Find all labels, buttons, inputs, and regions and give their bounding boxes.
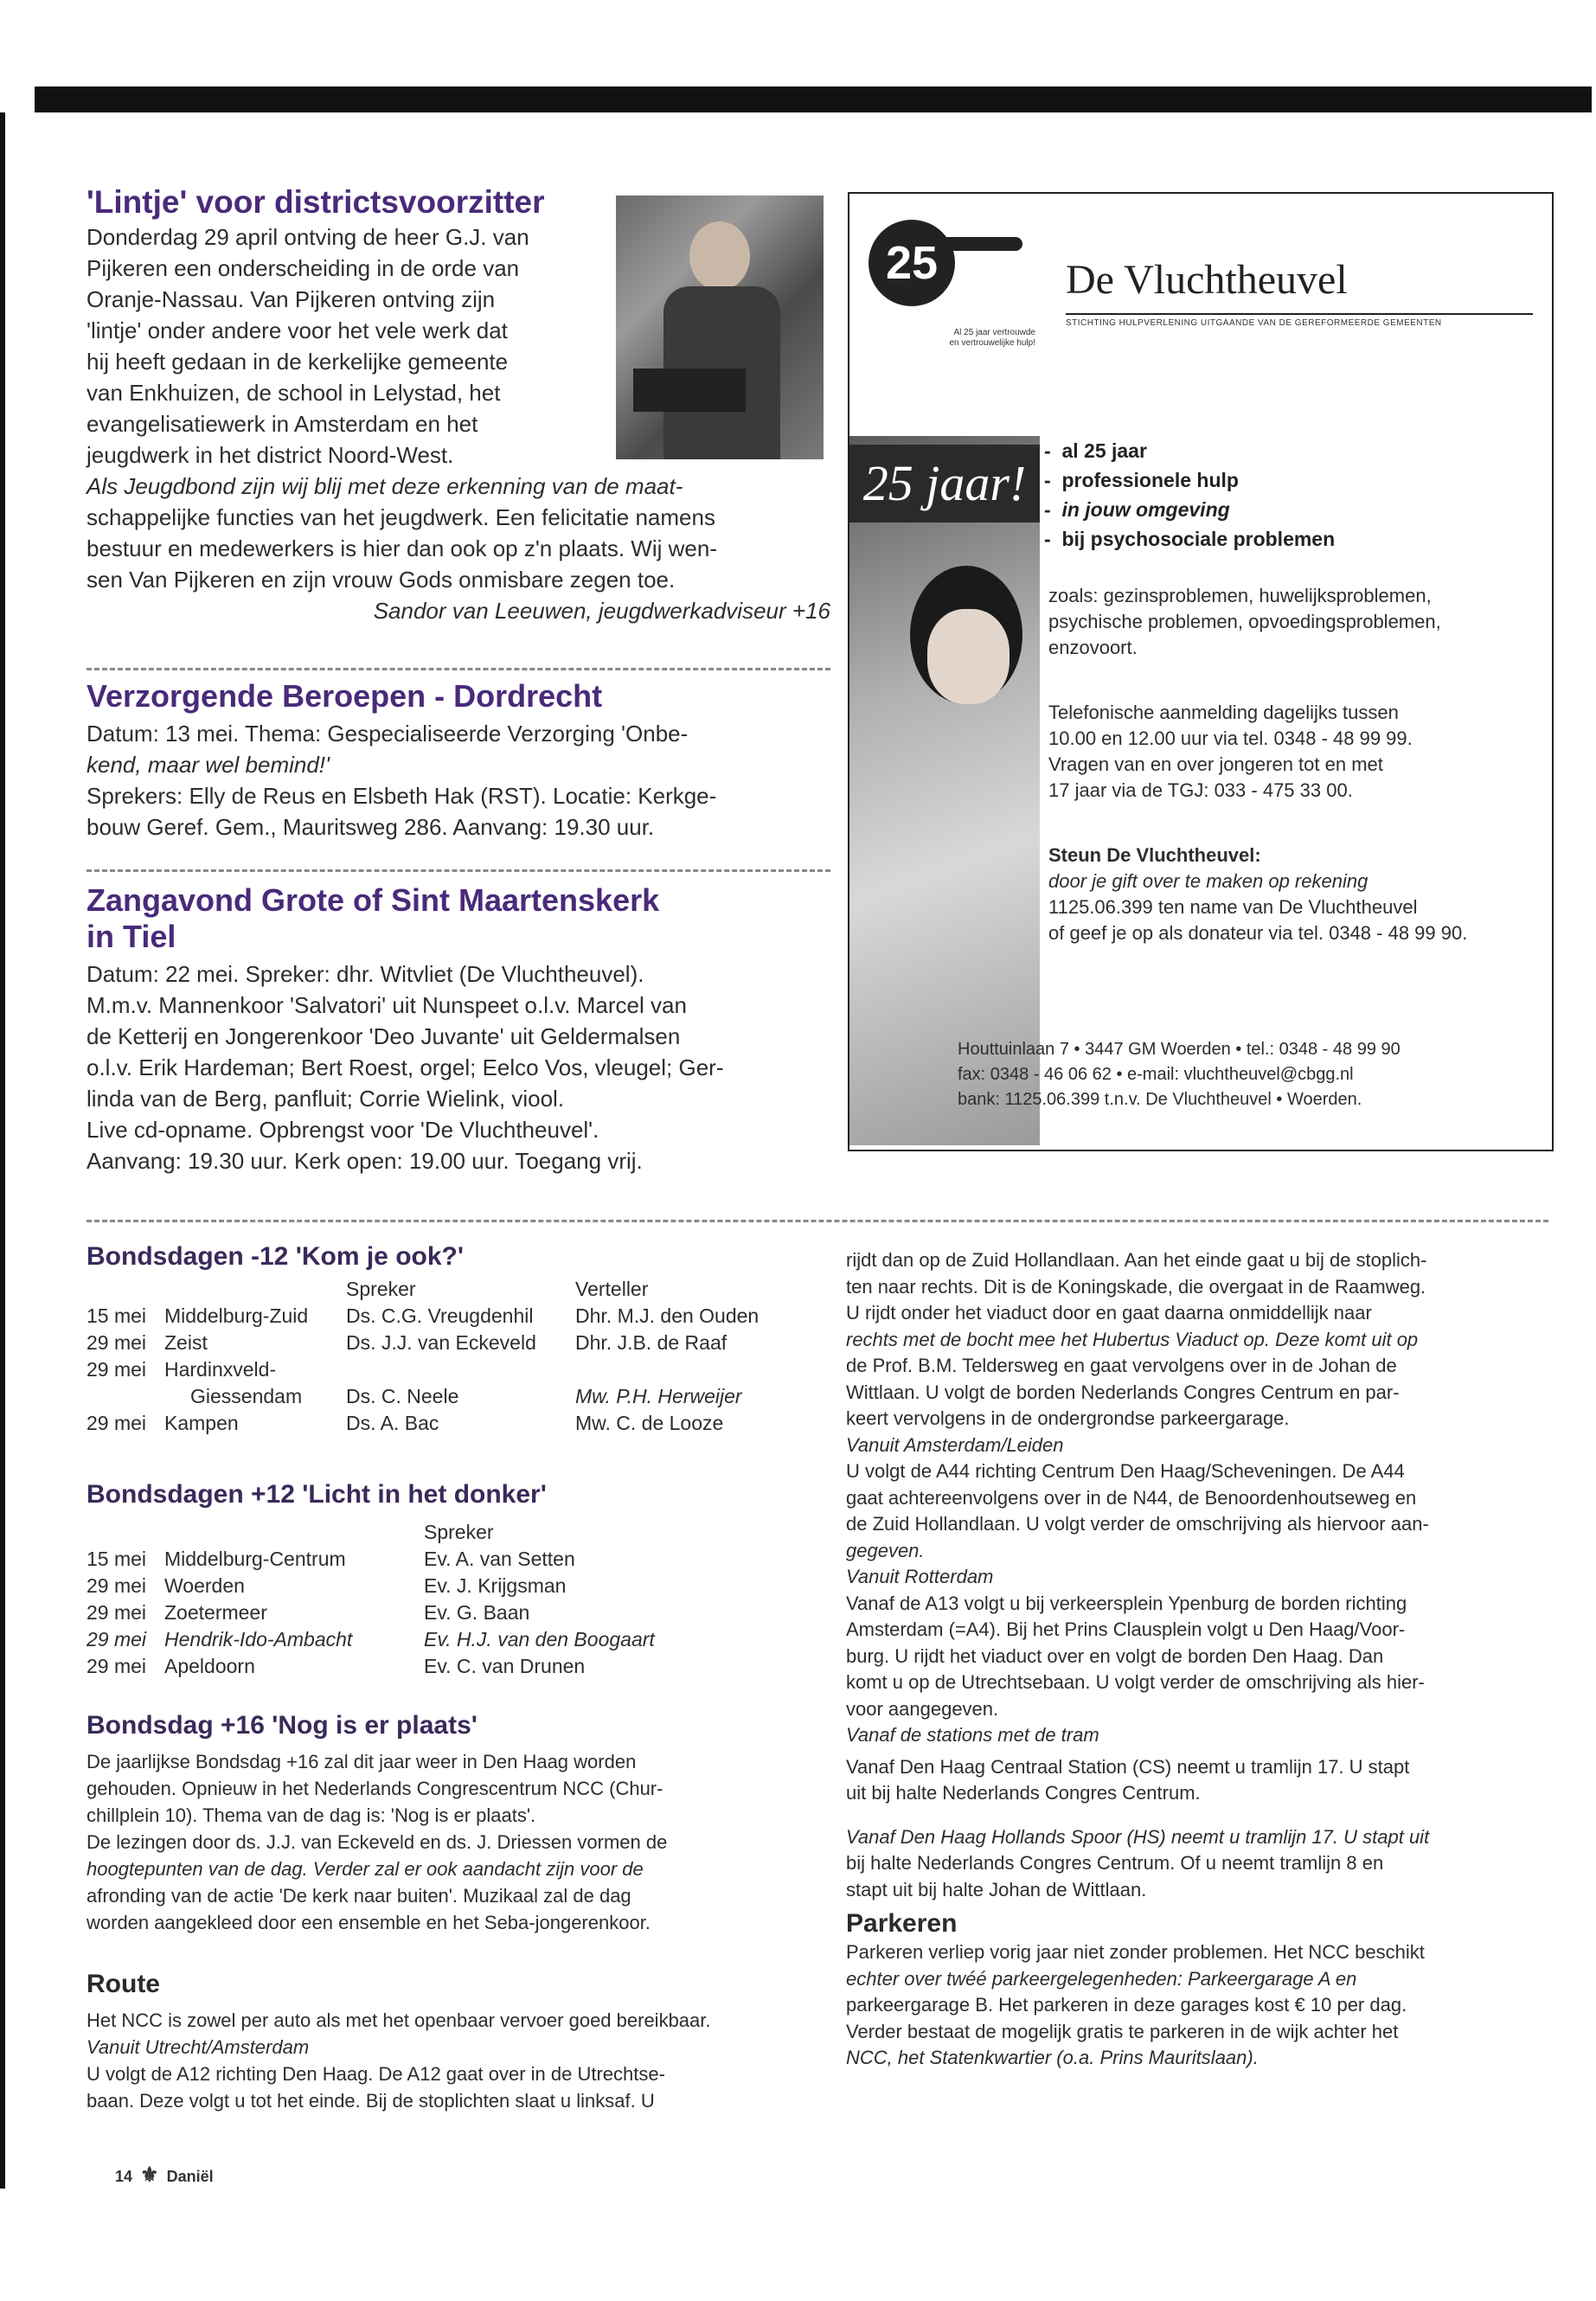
text-line: Vanaf Den Haag Hollands Spoor (HS) neemt u tramlijn 17. U stapt uit	[846, 1825, 1430, 1848]
ad-zoals	[1048, 583, 1542, 661]
text-line: chillplein 10). Thema van de dag is: 'Nog is er plaats'.	[87, 1804, 536, 1826]
ad-bullets	[1044, 436, 1546, 554]
text-line: de Ketterij en Jongerenkoor 'Deo Juvante' uit Geldermalsen	[87, 1023, 681, 1049]
text-line: Donderdag 29 april ontving de heer G.J. van	[87, 224, 529, 250]
text-line: afronding van de actie 'De kerk naar buiten'. Muzikaal zal de dag	[87, 1885, 631, 1907]
text-line: fax: 0348 - 46 06 62 • e-mail: vluchtheuvel@cbgg.nl	[958, 1065, 1354, 1084]
table-row	[87, 1653, 663, 1680]
table-row	[87, 1626, 663, 1653]
parkeren-title: Parkeren	[846, 1909, 958, 1938]
text-line: De jaarlijkse Bondsdag +16 zal dit jaar weer in Den Haag worden	[87, 1751, 637, 1772]
text-line: Parkeren verliep vorig jaar niet zonder problemen. Het NCC beschikt	[846, 1941, 1425, 1963]
text-line: burg. U rijdt het viaduct over en volgt de borden Den Haag. Dan	[846, 1644, 1384, 1667]
text-line: Datum: 13 mei. Thema: Gespecialiseerde Verzorging 'Onbe-	[87, 721, 689, 747]
text-line: baan. Deze volgt u tot het einde. Bij de stoplichten slaat u linksaf. U	[87, 2090, 655, 2112]
text-line: linda van de Berg, panfluit; Corrie Wielink, viool.	[87, 1086, 565, 1112]
text-line: rijdt dan op de Zuid Hollandlaan. Aan het einde gaat u bij de stoplich-	[846, 1249, 1427, 1271]
text-line: hij heeft gedaan in de kerkelijke gemeente	[87, 349, 509, 375]
text-line: hoogtepunten van de dag. Verder zal er ook aandacht zijn voor de	[87, 1858, 644, 1880]
table-row	[87, 1383, 767, 1410]
table-row	[87, 1546, 663, 1573]
text-line: Pijkeren een onderscheiding in de orde van	[87, 255, 520, 281]
text-line: Oranje-Nassau. Van Pijkeren ontving zijn	[87, 286, 496, 312]
text-line: rechts met de bocht mee het Hubertus Viaduct op. Deze komt uit op	[846, 1328, 1419, 1350]
table-cell: Middelburg-Zuid	[164, 1304, 309, 1327]
text-line: evangelisatiewerk in Amsterdam en het	[87, 411, 478, 437]
page-footer	[115, 2163, 214, 2188]
table-cell: Kampen	[164, 1412, 239, 1434]
text-line: U rijdt onder het viaduct door en gaat daarna onmiddellijk naar	[846, 1302, 1372, 1324]
bondsdagen-plus12-title: Bondsdagen +12 'Licht in het donker'	[87, 1480, 547, 1509]
text-line: ten naar rechts. Dit is de Koningskade, die overgaat in de Raamweg.	[846, 1275, 1426, 1298]
ad-photo-face	[927, 609, 1010, 704]
article-lintje-body	[87, 221, 606, 471]
table-cell: Hendrik-Ido-Ambacht	[164, 1628, 353, 1650]
text-line: De lezingen door ds. J.J. van Eckeveld en ds. J. Driessen vormen de	[87, 1831, 668, 1853]
text-line: enzovoort.	[1048, 637, 1138, 658]
text-line: bij halte Nederlands Congres Centrum. Of u neemt tramlijn 8 en	[846, 1852, 1384, 1874]
table-cell: 15 mei	[87, 1548, 147, 1570]
route-subheading: Vanuit Rotterdam	[846, 1566, 994, 1587]
bondsdag-plus16	[87, 1710, 830, 1936]
article-zangavond-title-2: in Tiel	[87, 919, 176, 954]
text-line: Als Jeugdbond zijn wij blij met deze erkenning van de maat-	[87, 473, 683, 499]
table-row	[87, 1330, 767, 1356]
ad-photo-overlay: 25 jaar!	[849, 445, 1040, 522]
bondsdag-plus16-title: Bondsdag +16 'Nog is er plaats'	[87, 1711, 478, 1740]
text-line: bouw Geref. Gem., Mauritsweg 286. Aanvang: 19.30 uur.	[87, 814, 655, 840]
text-line: Wittlaan. U volgt de borden Nederlands Congres Centrum en par-	[846, 1381, 1400, 1403]
text-line: Houttuinlaan 7 • 3447 GM Woerden • tel.: 0348 - 48 99 90	[958, 1040, 1401, 1059]
article-verzorgende-title: Verzorgende Beroepen - Dordrecht	[87, 678, 603, 714]
vluchtheuvel-ad	[848, 192, 1554, 1151]
text-line: zoals: gezinsproblemen, huwelijksproblemen,	[1048, 585, 1432, 606]
text-line: jeugdwerk in het district Noord-West.	[87, 442, 454, 468]
text-line: U volgt de A12 richting Den Haag. De A12 gaat over in de Utrechtse-	[87, 2063, 665, 2085]
photo-van-pijkeren	[616, 195, 824, 459]
text-line: Al 25 jaar vertrouwde	[953, 328, 1035, 337]
ad-bullet-text: al 25 jaar	[1061, 439, 1147, 462]
table-cell: Ev. H.J. van den Boogaart	[424, 1628, 655, 1650]
table-cell	[575, 1356, 767, 1383]
text-line: worden aangekleed door een ensemble en het Seba-jongerenkoor.	[87, 1912, 651, 1933]
table-cell: Mw. C. de Looze	[575, 1412, 724, 1434]
ad-bullet-text: in jouw omgeving	[1061, 498, 1230, 521]
table-cell: 29 mei	[87, 1358, 147, 1381]
ad-bullet: - in jouw omgeving	[1044, 498, 1230, 521]
text-line: U volgt de A44 richting Centrum Den Haag/Scheveningen. De A44	[846, 1460, 1405, 1482]
section-divider	[87, 1220, 1548, 1222]
text-line: en vertrouwelijke hulp!	[949, 338, 1035, 348]
ad-brand: De Vluchtheuvel	[1066, 257, 1348, 303]
ad-badge-swoosh	[945, 237, 1022, 251]
text-line: Aanvang: 19.30 uur. Kerk open: 19.00 uur. Toegang vrij.	[87, 1148, 643, 1174]
ad-bullet: - al 25 jaar	[1044, 439, 1147, 462]
table-cell: 29 mei	[87, 1331, 147, 1354]
photo-person-head	[689, 221, 750, 291]
text-line: Live cd-opname. Opbrengst voor 'De Vluchtheuvel'.	[87, 1117, 599, 1143]
text-line: of geef je op als donateur via tel. 0348 - 48 99 90.	[1048, 922, 1468, 944]
table-header	[87, 1519, 663, 1546]
table-cell: Ev. A. van Setten	[424, 1548, 575, 1570]
page-number: 14	[115, 2168, 133, 2185]
text-line: Telefonische aanmelding dagelijks tussen	[1048, 702, 1399, 723]
route-continued	[846, 1247, 1551, 2072]
bondsdagen-min12-table	[87, 1276, 767, 1437]
text-line: psychische problemen, opvoedingsproblemen,	[1048, 611, 1441, 632]
table-cell	[164, 1276, 346, 1303]
table-cell	[87, 1383, 164, 1410]
article-zangavond-title-1: Zangavond Grote of Sint Maartenskerk	[87, 882, 660, 918]
table-header-spreker: Spreker	[346, 1278, 416, 1300]
article-zangavond	[87, 882, 830, 1176]
table-cell: 15 mei	[87, 1304, 147, 1327]
table-cell: Hardinxveld-	[164, 1358, 277, 1381]
route-subheading: Vanaf de stations met de tram	[846, 1724, 1099, 1746]
table-cell: 29 mei	[87, 1574, 147, 1597]
text-line: 10.00 en 12.00 uur via tel. 0348 - 48 99 99.	[1048, 727, 1413, 749]
table-cell: Middelburg-Centrum	[164, 1548, 346, 1570]
text-line: 1125.06.399 ten name van De Vluchtheuvel	[1048, 896, 1418, 918]
table-cell	[346, 1356, 575, 1383]
text-line: gegeven.	[846, 1539, 925, 1561]
bondsdagen-min12	[87, 1241, 830, 1437]
article-lintje-signature: Sandor van Leeuwen, jeugdwerkadviseur +16	[373, 598, 830, 624]
text-line: uit bij halte Nederlands Congres Centrum.	[846, 1782, 1201, 1804]
ad-telefoon	[1048, 700, 1542, 804]
text-line: gehouden. Opnieuw in het Nederlands Congrescentrum NCC (Chur-	[87, 1778, 663, 1799]
table-cell: Dhr. M.J. den Ouden	[575, 1304, 760, 1327]
top-black-bar	[35, 87, 1592, 112]
table-cell	[164, 1519, 424, 1546]
table-cell: Giessendam	[190, 1385, 303, 1407]
text-line: o.l.v. Erik Hardeman; Bert Roest, orgel; Eelco Vos, vleugel; Ger-	[87, 1054, 724, 1080]
table-header-spreker: Spreker	[424, 1521, 494, 1543]
text-line: Verder bestaat de mogelijk gratis te parkeren in de wijk achter het	[846, 2020, 1399, 2042]
table-header-verteller: Verteller	[575, 1278, 649, 1300]
text-line: komt u op de Utrechtsebaan. U volgt verder de omschrijving als hier-	[846, 1671, 1425, 1693]
table-cell: Ds. J.J. van Eckeveld	[346, 1331, 536, 1354]
text-line: 'lintje' onder andere voor het vele werk dat	[87, 317, 508, 343]
text-line: voor aangegeven.	[846, 1697, 999, 1720]
route-subheading: Vanuit Amsterdam/Leiden	[846, 1433, 1064, 1456]
ad-steun	[1048, 843, 1542, 946]
ad-badge: 25	[869, 220, 955, 306]
text-line: door je gift over te maken op rekening	[1048, 870, 1368, 892]
table-cell	[87, 1519, 164, 1546]
text-line: Datum: 22 mei. Spreker: dhr. Witvliet (De Vluchtheuvel).	[87, 961, 644, 987]
text-line: stapt uit bij halte Johan de Wittlaan.	[846, 1878, 1147, 1900]
route-subheading: Vanuit Utrecht/Amsterdam	[87, 2036, 310, 2058]
text-line: M.m.v. Mannenkoor 'Salvatori' uit Nunspeet o.l.v. Marcel van	[87, 992, 687, 1018]
bondsdagen-plus12	[87, 1479, 830, 1680]
route-title: Route	[87, 1970, 160, 1998]
table-cell: Mw. P.H. Herweijer	[575, 1385, 742, 1407]
table-cell: Ev. C. van Drunen	[424, 1655, 586, 1677]
table-row	[87, 1573, 663, 1599]
photo-lectern	[633, 369, 746, 412]
route-section	[87, 1969, 830, 2114]
text-line: Sprekers: Elly de Reus en Elsbeth Hak (RST). Locatie: Kerkge-	[87, 783, 717, 809]
table-cell: 29 mei	[87, 1655, 147, 1677]
table-row	[87, 1356, 767, 1383]
divider	[87, 869, 830, 872]
article-verzorgende	[87, 678, 830, 843]
table-cell: Ds. A. Bac	[346, 1412, 439, 1434]
text-line: bestuur en medewerkers is hier dan ook op z'n plaats. Wij wen-	[87, 535, 717, 561]
text-line: schappelijke functies van het jeugdwerk. Een felicitatie namens	[87, 504, 715, 530]
text-line: van Enkhuizen, de school in Lelystad, het	[87, 380, 501, 406]
fleur-de-lis-icon: ⚜	[140, 2163, 159, 2187]
text-line: kend, maar wel bemind!'	[87, 752, 330, 778]
article-lintje-body2	[87, 471, 830, 626]
table-cell: Ev. J. Krijgsman	[424, 1574, 567, 1597]
bondsdagen-min12-title: Bondsdagen -12 'Kom je ook?'	[87, 1242, 464, 1271]
table-cell	[87, 1276, 164, 1303]
text-line: Vanaf de A13 volgt u bij verkeersplein Ypenburg de borden richting	[846, 1592, 1407, 1614]
left-edge-line	[0, 112, 5, 2189]
table-cell: 29 mei	[87, 1601, 147, 1624]
table-row	[87, 1303, 767, 1330]
table-cell: Apeldoorn	[164, 1655, 255, 1677]
text-line: echter over twéé parkeergelegenheden: Parkeergarage A en	[846, 1967, 1357, 1990]
ad-bullet-text: professionele hulp	[1061, 469, 1239, 491]
table-cell: Woerden	[164, 1574, 245, 1597]
text-line: Amsterdam (=A4). Bij het Prins Clausplein volgt u Den Haag/Voor-	[846, 1618, 1406, 1640]
table-cell: Ds. C.G. Vreugdenhil	[346, 1304, 534, 1327]
table-cell: Zoetermeer	[164, 1601, 267, 1624]
article-lintje-title: 'Lintje' voor districtsvoorzitter	[87, 184, 545, 220]
text-line: parkeergarage B. Het parkeren in deze garages kost € 10 per dag.	[846, 1994, 1407, 2016]
text-line: Vragen van en over jongeren tot en met	[1048, 753, 1383, 775]
ad-subtitle: STICHTING HULPVERLENING UITGAANDE VAN DE GEREFORMEERDE GEMEENTEN	[1066, 318, 1442, 328]
magazine-name: Daniël	[166, 2168, 214, 2185]
table-cell: Ev. G. Baan	[424, 1601, 530, 1624]
bondsdagen-plus12-table	[87, 1519, 663, 1680]
text-line: de Prof. B.M. Teldersweg en gaat vervolgens over in de Johan de	[846, 1355, 1397, 1376]
table-row	[87, 1599, 663, 1626]
text-line: keert vervolgens in de ondergrondse parkeergarage.	[846, 1407, 1290, 1429]
ad-footer	[958, 1037, 1529, 1112]
table-cell: Ds. C. Neele	[346, 1385, 459, 1407]
ad-bullet: - professionele hulp	[1044, 469, 1239, 491]
text-line: sen Van Pijkeren en zijn vrouw Gods onmisbare zegen toe.	[87, 567, 676, 593]
table-header	[87, 1276, 767, 1303]
table-row	[87, 1410, 767, 1437]
table-cell: Dhr. J.B. de Raaf	[575, 1331, 727, 1354]
text-line: 17 jaar via de TGJ: 033 - 475 33 00.	[1048, 779, 1353, 801]
ad-badge-caption	[875, 328, 1035, 349]
table-cell: 29 mei	[87, 1412, 147, 1434]
ad-bullet: - bij psychosociale problemen	[1044, 528, 1336, 550]
text-line: bank: 1125.06.399 t.n.v. De Vluchtheuvel • Woerden.	[958, 1090, 1362, 1109]
ad-bullet-text: bij psychosociale problemen	[1061, 528, 1336, 550]
table-cell: 29 mei	[87, 1628, 147, 1650]
ad-steun-title: Steun De Vluchtheuvel:	[1048, 844, 1261, 866]
text-line: Het NCC is zowel per auto als met het openbaar vervoer goed bereikbaar.	[87, 2009, 711, 2031]
divider	[87, 668, 830, 670]
text-line: gaat achtereenvolgens over in de N44, de Benoordenhoutseweg en	[846, 1486, 1417, 1509]
text-line: de Zuid Hollandlaan. U volgt verder de omschrijving als hiervoor aan-	[846, 1513, 1429, 1535]
table-cell: Zeist	[164, 1331, 208, 1354]
text-line: NCC, het Statenkwartier (o.a. Prins Mauritslaan).	[846, 2047, 1259, 2068]
ad-brand-rule	[1066, 313, 1533, 315]
text-line: Vanaf Den Haag Centraal Station (CS) neemt u tramlijn 17. U stapt	[846, 1755, 1410, 1778]
